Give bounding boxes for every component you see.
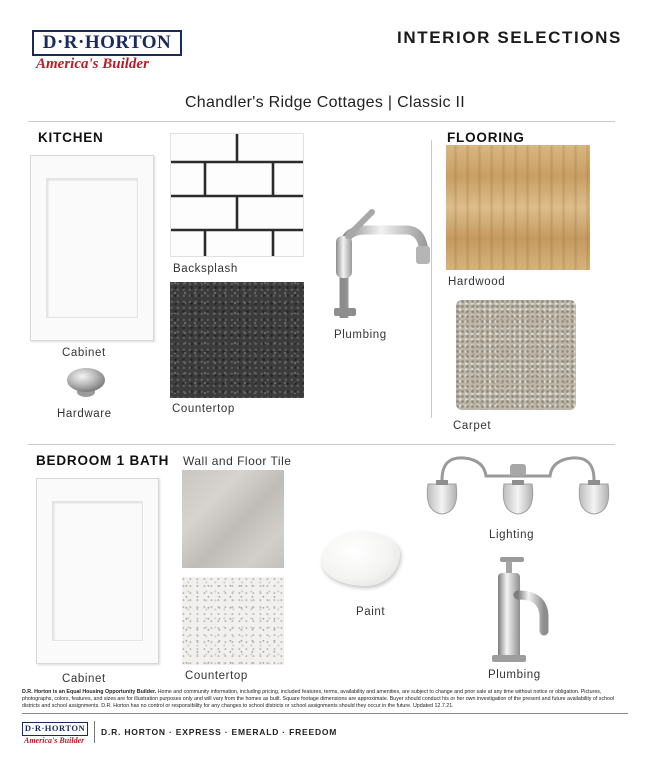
- disclaimer-text: Home and community information, including pricing, included features, terms, availability and amenities, are subject to change and prior sale at any time without notice or obligation. Pictures, photographs, colors, features, and sizes are for illustration purposes only and will vary from the homes as built. Square footage dimensions are approximate. Buyer should conduct his or her own investigation of the present and future availability of school districts and school assignments. D.R. Horton has no control or responsibility for any changes to school districts or school assignments should they occur in the future. Updated 12.7.21.: [22, 689, 615, 709]
- lighting-label: Lighting: [489, 529, 535, 541]
- brand-logo-name: D·R·HORTON: [42, 32, 172, 53]
- footer-brand-list: D.R. HORTON · EXPRESS · EMERALD · FREEDOM: [101, 727, 338, 737]
- bath-faucet: [486, 555, 552, 663]
- bath-heading: BEDROOM 1 BATH: [36, 453, 170, 468]
- footer-divider: [22, 713, 628, 714]
- kitchen-countertop-label: Countertop: [172, 403, 235, 415]
- footer-logo: [22, 722, 88, 736]
- kitchen-plumbing-label: Plumbing: [334, 329, 387, 341]
- kitchen-hardware-label: Hardware: [57, 408, 112, 420]
- bath-countertop-label: Countertop: [185, 670, 248, 682]
- kitchen-heading: KITCHEN: [38, 130, 104, 145]
- paint-swatch: [322, 532, 400, 586]
- community-title: Chandler's Ridge Cottages | Classic II: [184, 94, 466, 111]
- kitchen-cabinet-swatch: [30, 155, 154, 341]
- carpet-label: Carpet: [453, 420, 492, 432]
- kitchen-bath-divider: [28, 444, 615, 445]
- page-title: INTERIOR SELECTIONS: [397, 28, 622, 47]
- paint-label: Paint: [356, 606, 386, 618]
- vanity-light-fixture: [424, 450, 612, 522]
- flooring-heading: FLOORING: [447, 130, 525, 145]
- bath-plumbing-label: Plumbing: [488, 669, 541, 681]
- hardwood-label: Hardwood: [448, 276, 506, 288]
- kitchen-cabinet-label: Cabinet: [62, 347, 106, 359]
- bath-countertop-swatch: [182, 577, 284, 665]
- backsplash-swatch: [170, 133, 304, 257]
- bath-cabinet-swatch: [36, 478, 159, 664]
- kitchen-countertop-swatch: [170, 282, 304, 398]
- carpet-swatch: [456, 300, 576, 410]
- brand-logo: [32, 30, 182, 56]
- kitchen-flooring-divider: [431, 140, 432, 418]
- backsplash-label: Backsplash: [173, 263, 238, 275]
- brand-tagline: America's Builder: [36, 56, 149, 72]
- bath-cabinet-label: Cabinet: [62, 673, 106, 685]
- hardwood-swatch: [446, 145, 590, 270]
- header-divider: [28, 121, 615, 122]
- wall-floor-tile-swatch: [182, 470, 284, 568]
- legal-disclaimer: [22, 689, 628, 710]
- footer-logo-divider: [94, 721, 95, 743]
- disclaimer-lead: D.R. Horton is an Equal Housing Opportunity Builder.: [22, 689, 157, 695]
- bath-subheading: Wall and Floor Tile: [183, 454, 292, 468]
- footer-logo-tagline: America's Builder: [24, 736, 85, 745]
- footer-logo-name: D·R·HORTON: [24, 723, 86, 733]
- kitchen-faucet: [326, 208, 430, 318]
- kitchen-hardware-knob: [64, 364, 108, 400]
